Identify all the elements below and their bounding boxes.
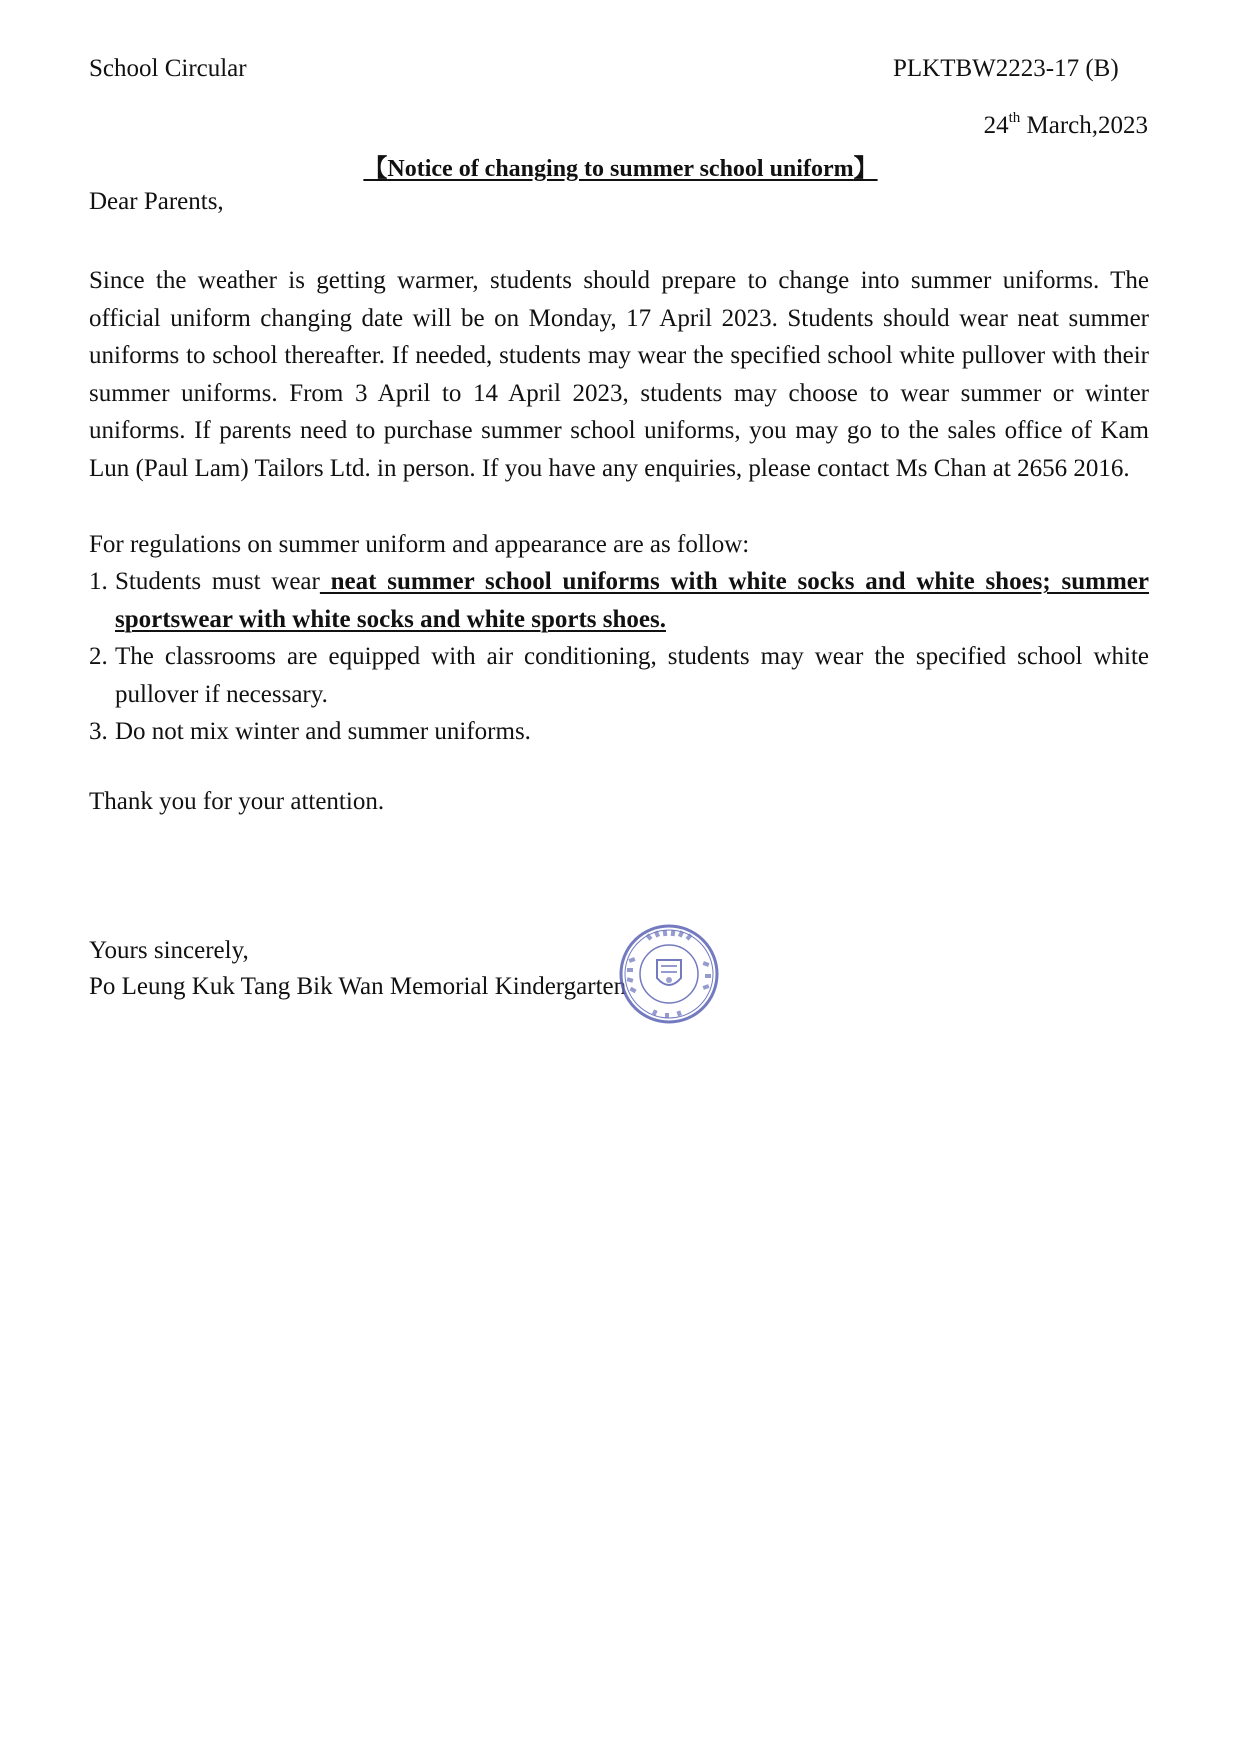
title-close-bracket: 】 bbox=[853, 156, 878, 182]
notice-title bbox=[0, 148, 1241, 183]
body-paragraph: Since the weather is getting warmer, students should prepare to change into summer uniforms. The official uniform changing date will be on Monday, 17 April 2023. Students should wear neat summer uniforms to school thereafter. If needed, students may wear the specified school white pullover with their summer uniforms. From 3 April to 14 April 2023, students may choose to wear summer or winter uniforms. If parents need to purchase summer school uniforms, you may go to the sales office of Kam Lun (Paul Lam) Tailors Ltd. in person. If you have any enquiries, please contact Ms Chan at 2656 2016. bbox=[89, 267, 1149, 482]
thank-you-line: Thank you for your attention. bbox=[89, 788, 385, 815]
regulation-emphasis: neat summer school uniforms with white socks and white shoes; summer sportswear with white socks and white sports shoes. bbox=[115, 568, 1149, 633]
regulation-item bbox=[89, 563, 1149, 638]
closing-line: Yours sincerely, bbox=[89, 937, 249, 964]
date-day: 24 bbox=[983, 112, 1009, 139]
regulation-number: 1. bbox=[89, 568, 108, 595]
regulation-text: The classrooms are equipped with air conditioning, students may wear the specified school white pullover if necessary. bbox=[115, 643, 1149, 708]
regulation-text: Students must wear bbox=[115, 568, 320, 595]
date-month-year: March,2023 bbox=[1020, 112, 1148, 139]
reference-number: PLKTBW2223-17 (B) bbox=[893, 55, 1119, 82]
regulation-item bbox=[89, 638, 1149, 713]
regulation-text: Do not mix winter and summer uniforms. bbox=[115, 718, 531, 745]
signatory-name: Po Leung Kuk Tang Bik Wan Memorial Kindergarten bbox=[89, 973, 627, 1000]
regulations-intro: For regulations on summer uniform and appearance are as follow: bbox=[89, 531, 750, 558]
salutation: Dear Parents, bbox=[89, 188, 224, 215]
regulation-number: 3. bbox=[89, 718, 108, 745]
document-type-label: School Circular bbox=[89, 55, 247, 82]
school-seal-stamp bbox=[617, 922, 721, 1026]
issue-date bbox=[984, 112, 1148, 140]
regulation-number: 2. bbox=[89, 643, 108, 670]
title-open-bracket: 【 bbox=[363, 156, 388, 182]
regulation-item bbox=[89, 713, 1149, 751]
title-text: Notice of changing to summer school uniform bbox=[387, 156, 854, 182]
regulations-list bbox=[89, 563, 1149, 751]
date-ordinal-suffix: th bbox=[1008, 110, 1021, 126]
